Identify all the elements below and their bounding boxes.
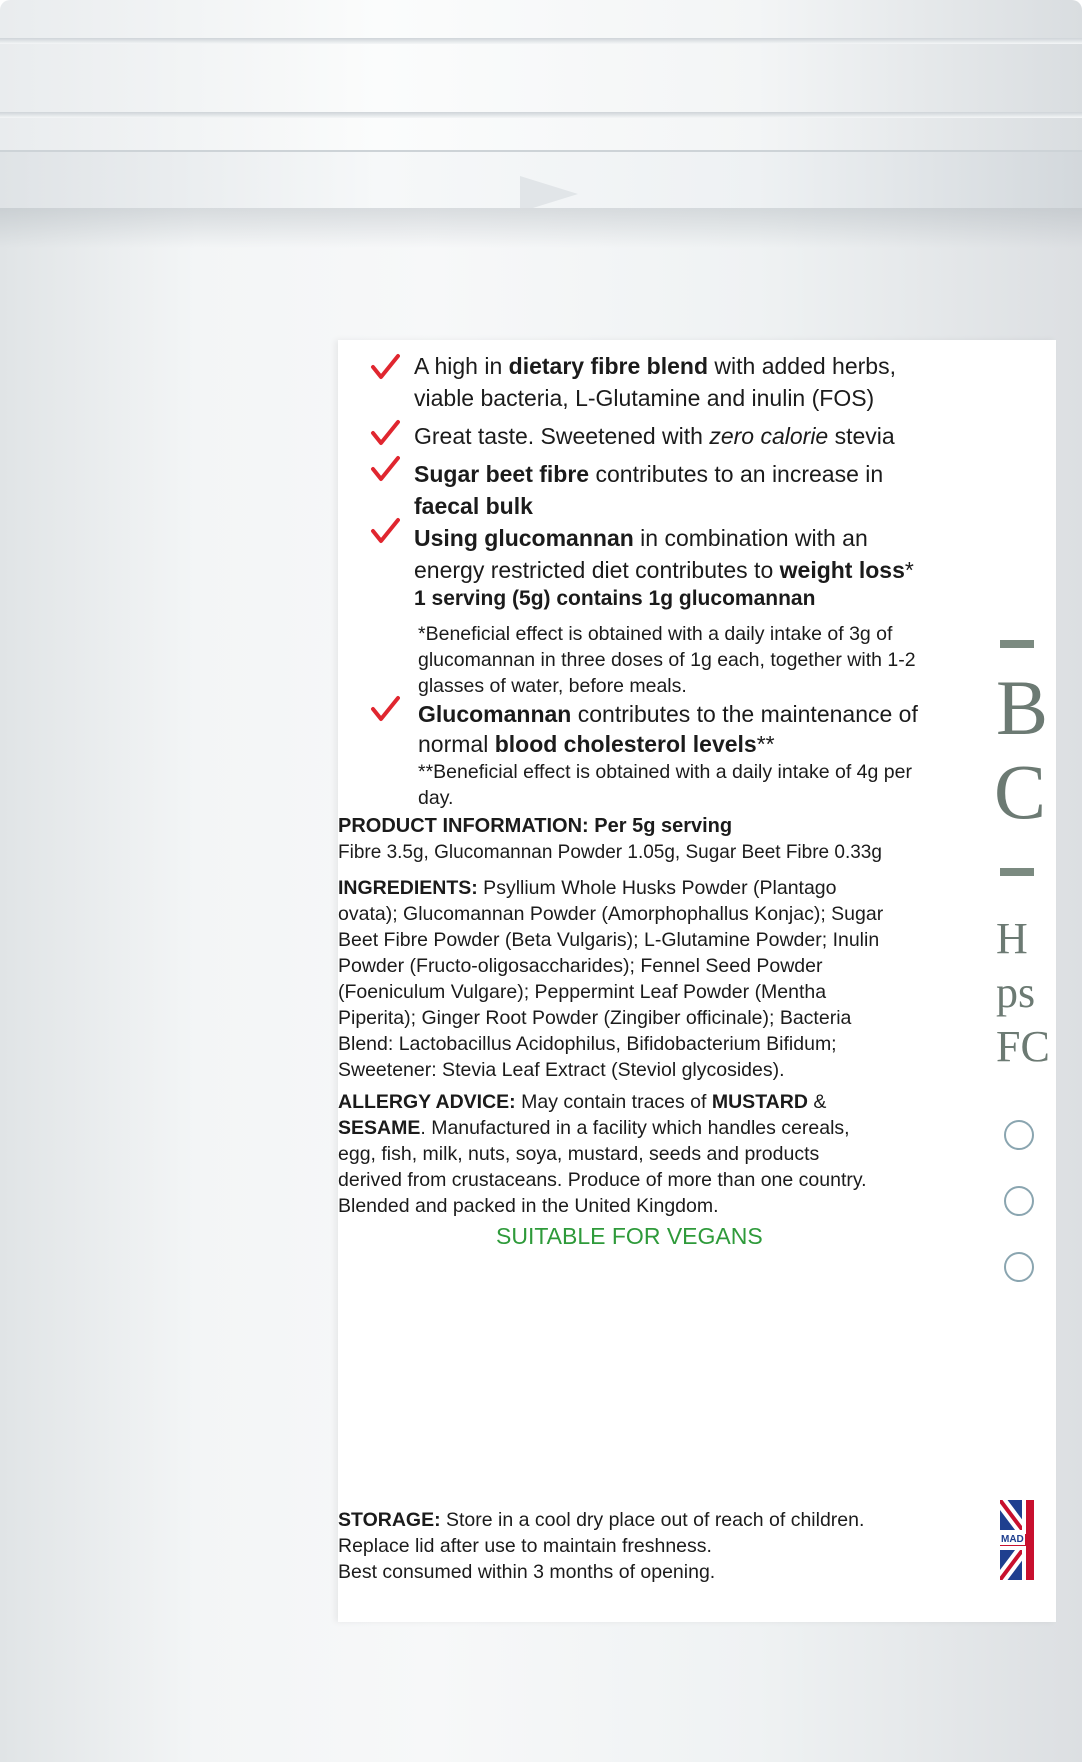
footnote-line: day.: [418, 787, 454, 809]
ingredients-line: ovata); Glucomannan Powder (Amorphophallus Konjac); Sugar: [338, 903, 884, 925]
check-icon: [370, 516, 400, 546]
check-icon: [370, 694, 400, 724]
bullet-line: A high in dietary fibre blend with added herbs,: [414, 353, 896, 379]
check-icon: [370, 454, 400, 484]
side-title-letter: C: [994, 748, 1047, 835]
ingredients-line: Piperita); Ginger Root Powder (Zingiber officinale); Bacteria: [338, 1007, 852, 1029]
ingredients-line: Sweetener: Stevia Leaf Extract (Steviol glycosides).: [338, 1059, 785, 1081]
allergy-line: egg, fish, milk, nuts, soya, mustard, seeds and products: [338, 1143, 820, 1165]
bullet-line: Great taste. Sweetened with zero calorie stevia: [414, 423, 895, 449]
storage-line: Replace lid after use to maintain freshness.: [338, 1535, 712, 1557]
check-icon: [370, 418, 400, 448]
bullet-line: Using glucomannan in combination with an: [414, 525, 868, 551]
check-icon: [370, 352, 400, 382]
product-info-text: Fibre 3.5g, Glucomannan Powder 1.05g, Sugar Beet Fibre 0.33g: [338, 842, 882, 863]
bullet-line: 1 serving (5g) contains 1g glucomannan: [414, 587, 816, 610]
flag-text: MAD: [1001, 1534, 1024, 1545]
side-title-letter: B: [996, 664, 1049, 751]
ingredients-line: (Foeniculum Vulgare); Peppermint Leaf Powder (Mentha: [338, 981, 827, 1003]
vegan-badge: SUITABLE FOR VEGANS: [496, 1223, 763, 1249]
ingredients-line: Powder (Fructo-oligosaccharides); Fennel Seed Powder: [338, 955, 823, 977]
bullet-line: Glucomannan contributes to the maintenance of: [418, 701, 918, 727]
container-shadow: [0, 208, 1082, 248]
label-content: [338, 340, 1034, 1622]
bullet-line: faecal bulk: [414, 493, 533, 519]
container-lid: [0, 0, 1082, 175]
ingredients-line: INGREDIENTS: Psyllium Whole Husks Powder (Plantago: [338, 877, 837, 899]
side-subtitle-line: FC: [996, 1022, 1050, 1071]
allergy-line: SESAME. Manufactured in a facility which handles cereals,: [338, 1117, 850, 1139]
storage-line: STORAGE: Store in a cool dry place out of reach of children.: [338, 1509, 865, 1531]
lid-ridge: [0, 112, 1082, 118]
lid-ridge: [0, 38, 1082, 44]
bullet-line: normal blood cholesterol levels**: [418, 731, 775, 757]
product-info-heading: PRODUCT INFORMATION: Per 5g serving: [338, 815, 733, 837]
footnote-line: **Beneficial effect is obtained with a daily intake of 4g per: [418, 761, 912, 783]
bullet-line: viable bacteria, L-Glutamine and inulin (FOS): [414, 385, 875, 411]
allergy-line: ALLERGY ADVICE: May contain traces of MUSTARD &: [338, 1091, 827, 1113]
lid-arrow-icon: [520, 176, 578, 212]
storage-line: Best consumed within 3 months of opening.: [338, 1561, 716, 1583]
allergy-line: Blended and packed in the United Kingdom.: [338, 1195, 719, 1217]
allergy-line: derived from crustaceans. Produce of more than one country.: [338, 1169, 867, 1191]
ingredients-line: Beet Fibre Powder (Beta Vulgaris); L-Glutamine Powder; Inulin: [338, 929, 880, 951]
side-subtitle-line: H: [996, 914, 1028, 963]
ingredients-line: Blend: Lactobacillus Acidophilus, Bifidobacterium Bifidum;: [338, 1033, 837, 1055]
side-subtitle-line: ps: [996, 968, 1036, 1017]
bullet-line: energy restricted diet contributes to weight loss*: [414, 557, 914, 583]
bullet-line: Sugar beet fibre contributes to an increase in: [414, 461, 884, 487]
footnote-line: *Beneficial effect is obtained with a daily intake of 3g of: [418, 623, 893, 645]
footnote-line: glucomannan in three doses of 1g each, together with 1-2: [418, 649, 916, 671]
footnote-line: glasses of water, before meals.: [418, 675, 687, 697]
